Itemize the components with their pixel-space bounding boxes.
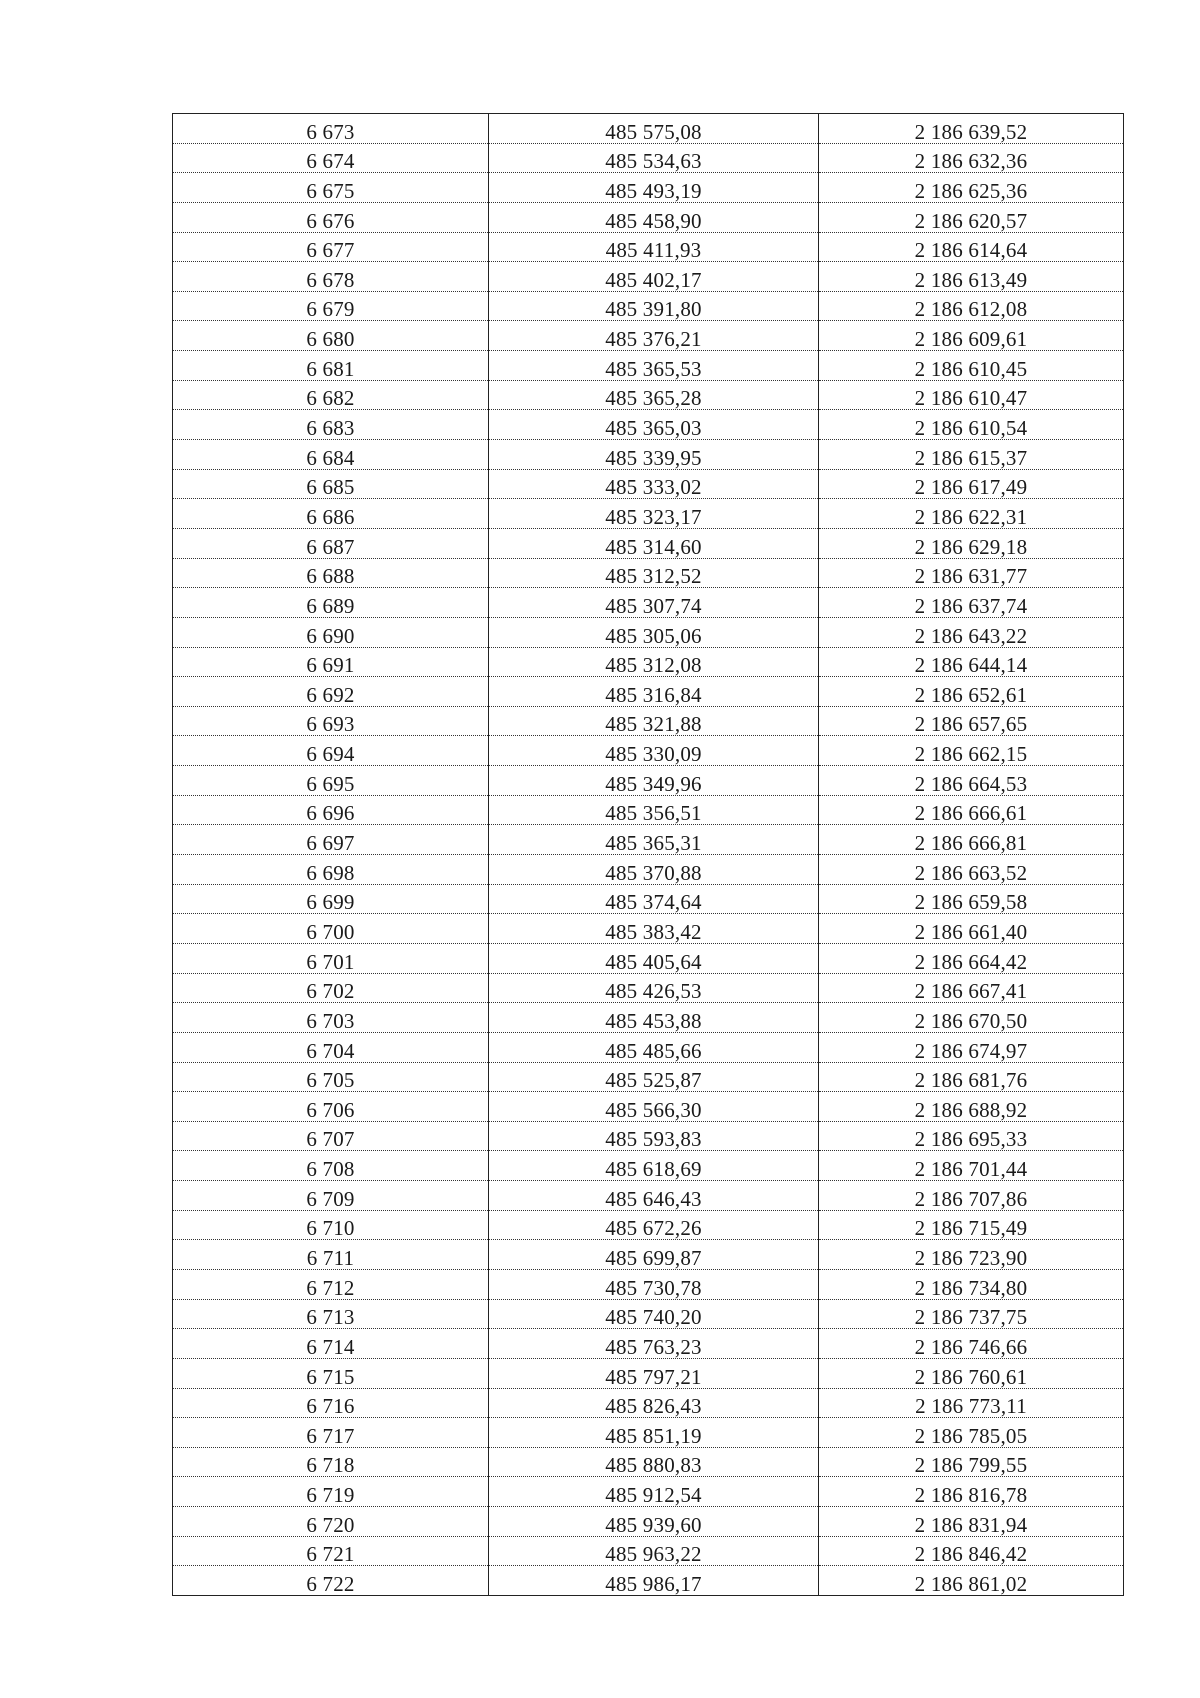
table-row [173,380,1124,410]
x-coordinate-cell: 485 672,26 [489,1210,819,1240]
x-coordinate-cell: 485 365,03 [489,410,819,440]
x-coordinate-cell: 485 458,90 [489,202,819,232]
y-coordinate-cell: 2 186 715,49 [819,1210,1124,1240]
x-coordinate-cell: 485 740,20 [489,1299,819,1329]
x-coordinate-cell: 485 321,88 [489,706,819,736]
table-row [173,617,1124,647]
table-row [173,469,1124,499]
y-coordinate-cell: 2 186 816,78 [819,1477,1124,1507]
point-number-cell: 6 684 [173,440,489,470]
y-coordinate-cell: 2 186 631,77 [819,558,1124,588]
point-number-cell: 6 701 [173,943,489,973]
x-coordinate-cell: 485 525,87 [489,1062,819,1092]
x-coordinate-cell: 485 797,21 [489,1358,819,1388]
point-number-cell: 6 714 [173,1329,489,1359]
table-row [173,1477,1124,1507]
point-number-cell: 6 719 [173,1477,489,1507]
point-number-cell: 6 699 [173,884,489,914]
table-row [173,1240,1124,1270]
y-coordinate-cell: 2 186 657,65 [819,706,1124,736]
x-coordinate-cell: 485 485,66 [489,1032,819,1062]
x-coordinate-cell: 485 534,63 [489,143,819,173]
y-coordinate-cell: 2 186 643,22 [819,617,1124,647]
table-row [173,647,1124,677]
x-coordinate-cell: 485 699,87 [489,1240,819,1270]
point-number-cell: 6 693 [173,706,489,736]
x-coordinate-cell: 485 365,31 [489,825,819,855]
point-number-cell: 6 692 [173,677,489,707]
x-coordinate-cell: 485 493,19 [489,173,819,203]
y-coordinate-cell: 2 186 707,86 [819,1181,1124,1211]
y-coordinate-cell: 2 186 688,92 [819,1092,1124,1122]
y-coordinate-cell: 2 186 639,52 [819,114,1124,144]
point-number-cell: 6 702 [173,973,489,1003]
table-row [173,202,1124,232]
table-row [173,1329,1124,1359]
y-coordinate-cell: 2 186 799,55 [819,1447,1124,1477]
point-number-cell: 6 691 [173,647,489,677]
table-row [173,1032,1124,1062]
point-number-cell: 6 687 [173,528,489,558]
point-number-cell: 6 683 [173,410,489,440]
point-number-cell: 6 717 [173,1418,489,1448]
point-number-cell: 6 675 [173,173,489,203]
x-coordinate-cell: 485 426,53 [489,973,819,1003]
table-row [173,262,1124,292]
y-coordinate-cell: 2 186 622,31 [819,499,1124,529]
y-coordinate-cell: 2 186 695,33 [819,1121,1124,1151]
x-coordinate-cell: 485 880,83 [489,1447,819,1477]
point-number-cell: 6 697 [173,825,489,855]
x-coordinate-cell: 485 646,43 [489,1181,819,1211]
x-coordinate-cell: 485 986,17 [489,1566,819,1596]
table-row [173,1151,1124,1181]
x-coordinate-cell: 485 314,60 [489,528,819,558]
y-coordinate-cell: 2 186 666,81 [819,825,1124,855]
point-number-cell: 6 700 [173,914,489,944]
table-row [173,1418,1124,1448]
x-coordinate-cell: 485 593,83 [489,1121,819,1151]
y-coordinate-cell: 2 186 614,64 [819,232,1124,262]
table-row [173,1092,1124,1122]
point-number-cell: 6 674 [173,143,489,173]
x-coordinate-cell: 485 370,88 [489,855,819,885]
x-coordinate-cell: 485 963,22 [489,1536,819,1566]
table-row [173,1388,1124,1418]
table-row [173,1210,1124,1240]
y-coordinate-cell: 2 186 773,11 [819,1388,1124,1418]
y-coordinate-cell: 2 186 674,97 [819,1032,1124,1062]
point-number-cell: 6 709 [173,1181,489,1211]
point-number-cell: 6 707 [173,1121,489,1151]
point-number-cell: 6 690 [173,617,489,647]
table-row [173,410,1124,440]
y-coordinate-cell: 2 186 609,61 [819,321,1124,351]
x-coordinate-cell: 485 730,78 [489,1269,819,1299]
point-number-cell: 6 706 [173,1092,489,1122]
table-row [173,736,1124,766]
y-coordinate-cell: 2 186 664,42 [819,943,1124,973]
y-coordinate-cell: 2 186 666,61 [819,795,1124,825]
point-number-cell: 6 720 [173,1507,489,1537]
x-coordinate-cell: 485 405,64 [489,943,819,973]
table-row [173,173,1124,203]
table-row [173,1003,1124,1033]
table-row [173,558,1124,588]
x-coordinate-cell: 485 566,30 [489,1092,819,1122]
table-row [173,855,1124,885]
table-row [173,1447,1124,1477]
table-row [173,884,1124,914]
y-coordinate-cell: 2 186 620,57 [819,202,1124,232]
point-number-cell: 6 679 [173,291,489,321]
x-coordinate-cell: 485 312,08 [489,647,819,677]
table-row [173,351,1124,381]
y-coordinate-cell: 2 186 663,52 [819,855,1124,885]
y-coordinate-cell: 2 186 701,44 [819,1151,1124,1181]
y-coordinate-cell: 2 186 637,74 [819,588,1124,618]
point-number-cell: 6 676 [173,202,489,232]
x-coordinate-cell: 485 365,28 [489,380,819,410]
x-coordinate-cell: 485 365,53 [489,351,819,381]
point-number-cell: 6 673 [173,114,489,144]
point-number-cell: 6 711 [173,1240,489,1270]
table-row [173,588,1124,618]
x-coordinate-cell: 485 349,96 [489,766,819,796]
y-coordinate-cell: 2 186 629,18 [819,528,1124,558]
x-coordinate-cell: 485 826,43 [489,1388,819,1418]
table-row [173,499,1124,529]
point-number-cell: 6 715 [173,1358,489,1388]
y-coordinate-cell: 2 186 734,80 [819,1269,1124,1299]
y-coordinate-cell: 2 186 613,49 [819,262,1124,292]
table-row [173,766,1124,796]
point-number-cell: 6 686 [173,499,489,529]
point-number-cell: 6 688 [173,558,489,588]
y-coordinate-cell: 2 186 652,61 [819,677,1124,707]
y-coordinate-cell: 2 186 632,36 [819,143,1124,173]
table-row [173,1269,1124,1299]
coordinates-table [172,113,1124,1596]
x-coordinate-cell: 485 411,93 [489,232,819,262]
point-number-cell: 6 713 [173,1299,489,1329]
table-row [173,1062,1124,1092]
point-number-cell: 6 722 [173,1566,489,1596]
table-row [173,1181,1124,1211]
y-coordinate-cell: 2 186 610,54 [819,410,1124,440]
x-coordinate-cell: 485 374,64 [489,884,819,914]
y-coordinate-cell: 2 186 617,49 [819,469,1124,499]
table-row [173,943,1124,973]
x-coordinate-cell: 485 323,17 [489,499,819,529]
x-coordinate-cell: 485 763,23 [489,1329,819,1359]
x-coordinate-cell: 485 305,06 [489,617,819,647]
y-coordinate-cell: 2 186 760,61 [819,1358,1124,1388]
point-number-cell: 6 712 [173,1269,489,1299]
y-coordinate-cell: 2 186 831,94 [819,1507,1124,1537]
point-number-cell: 6 677 [173,232,489,262]
point-number-cell: 6 716 [173,1388,489,1418]
x-coordinate-cell: 485 339,95 [489,440,819,470]
y-coordinate-cell: 2 186 610,45 [819,351,1124,381]
y-coordinate-cell: 2 186 661,40 [819,914,1124,944]
x-coordinate-cell: 485 356,51 [489,795,819,825]
y-coordinate-cell: 2 186 861,02 [819,1566,1124,1596]
y-coordinate-cell: 2 186 846,42 [819,1536,1124,1566]
x-coordinate-cell: 485 376,21 [489,321,819,351]
table-row [173,528,1124,558]
table-row [173,1507,1124,1537]
table-row [173,973,1124,1003]
point-number-cell: 6 680 [173,321,489,351]
x-coordinate-cell: 485 307,74 [489,588,819,618]
point-number-cell: 6 708 [173,1151,489,1181]
point-number-cell: 6 704 [173,1032,489,1062]
x-coordinate-cell: 485 618,69 [489,1151,819,1181]
table-row [173,914,1124,944]
table-row [173,1121,1124,1151]
table-row [173,1299,1124,1329]
x-coordinate-cell: 485 851,19 [489,1418,819,1448]
point-number-cell: 6 678 [173,262,489,292]
x-coordinate-cell: 485 402,17 [489,262,819,292]
y-coordinate-cell: 2 186 612,08 [819,291,1124,321]
table-row [173,232,1124,262]
table-row [173,291,1124,321]
table-row [173,114,1124,144]
y-coordinate-cell: 2 186 723,90 [819,1240,1124,1270]
table-row [173,143,1124,173]
table-row [173,706,1124,736]
y-coordinate-cell: 2 186 667,41 [819,973,1124,1003]
x-coordinate-cell: 485 330,09 [489,736,819,766]
table-row [173,1536,1124,1566]
point-number-cell: 6 698 [173,855,489,885]
y-coordinate-cell: 2 186 664,53 [819,766,1124,796]
point-number-cell: 6 718 [173,1447,489,1477]
point-number-cell: 6 695 [173,766,489,796]
y-coordinate-cell: 2 186 659,58 [819,884,1124,914]
y-coordinate-cell: 2 186 615,37 [819,440,1124,470]
table-row [173,1358,1124,1388]
x-coordinate-cell: 485 383,42 [489,914,819,944]
point-number-cell: 6 694 [173,736,489,766]
x-coordinate-cell: 485 575,08 [489,114,819,144]
x-coordinate-cell: 485 912,54 [489,1477,819,1507]
x-coordinate-cell: 485 333,02 [489,469,819,499]
table-row [173,677,1124,707]
table-row [173,321,1124,351]
y-coordinate-cell: 2 186 610,47 [819,380,1124,410]
table-row [173,825,1124,855]
coordinates-table-body [173,114,1124,1596]
y-coordinate-cell: 2 186 644,14 [819,647,1124,677]
table-row [173,440,1124,470]
point-number-cell: 6 710 [173,1210,489,1240]
x-coordinate-cell: 485 453,88 [489,1003,819,1033]
y-coordinate-cell: 2 186 746,66 [819,1329,1124,1359]
y-coordinate-cell: 2 186 662,15 [819,736,1124,766]
x-coordinate-cell: 485 391,80 [489,291,819,321]
x-coordinate-cell: 485 312,52 [489,558,819,588]
y-coordinate-cell: 2 186 737,75 [819,1299,1124,1329]
point-number-cell: 6 703 [173,1003,489,1033]
point-number-cell: 6 696 [173,795,489,825]
x-coordinate-cell: 485 316,84 [489,677,819,707]
x-coordinate-cell: 485 939,60 [489,1507,819,1537]
y-coordinate-cell: 2 186 785,05 [819,1418,1124,1448]
point-number-cell: 6 685 [173,469,489,499]
table-row [173,1566,1124,1596]
point-number-cell: 6 689 [173,588,489,618]
point-number-cell: 6 705 [173,1062,489,1092]
y-coordinate-cell: 2 186 670,50 [819,1003,1124,1033]
point-number-cell: 6 682 [173,380,489,410]
table-row [173,795,1124,825]
point-number-cell: 6 721 [173,1536,489,1566]
y-coordinate-cell: 2 186 625,36 [819,173,1124,203]
y-coordinate-cell: 2 186 681,76 [819,1062,1124,1092]
point-number-cell: 6 681 [173,351,489,381]
